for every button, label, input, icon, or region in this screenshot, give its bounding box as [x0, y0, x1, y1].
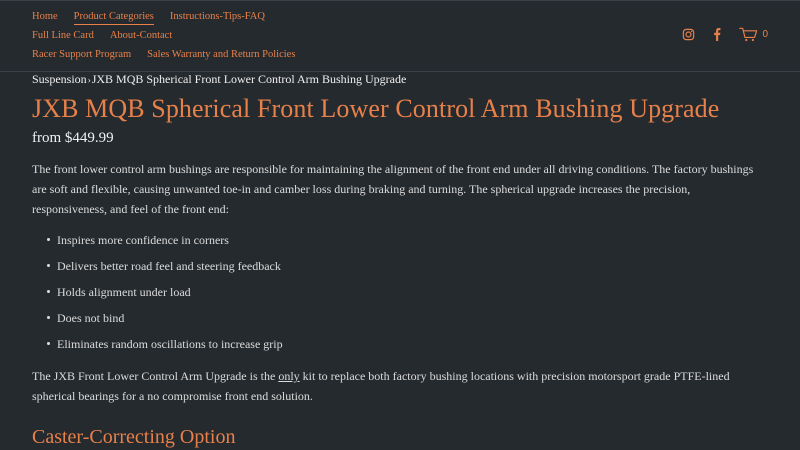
product-price: from $449.99 [32, 130, 114, 146]
nav-link-product-categories[interactable]: Product Categories [74, 11, 154, 25]
list-item: Inspires more confidence in corners [32, 230, 760, 256]
list-item: Eliminates random oscillations to increase grip [32, 334, 760, 360]
site-header [0, 0, 800, 72]
nav-link-home[interactable]: Home [32, 11, 58, 22]
facebook-icon[interactable] [713, 28, 721, 41]
breadcrumb-parent-link[interactable]: Suspension [32, 72, 87, 86]
social-and-cart [682, 27, 768, 42]
cart-count: 0 [762, 29, 768, 40]
product-description: The front lower control arm bushings are responsible for maintaining the alignment of the front end under all driving conditions. The factory bushings are soft and flexible, causing unwanted toe-in and camber loss during braking and turning. The spherical upgrade increases the precision, responsiveness, and feel of the front end: [32, 162, 754, 216]
instagram-icon[interactable] [682, 28, 695, 41]
nav-link-racer-support-program[interactable]: Racer Support Program [32, 49, 132, 60]
breadcrumb-separator: › [87, 74, 91, 85]
cart-icon [739, 27, 758, 42]
breadcrumb [32, 72, 406, 87]
paragraph-text-start: The JXB Front Lower Control Arm Upgrade is the [32, 369, 279, 383]
nav-link-full-line-card[interactable]: Full Line Card [32, 30, 94, 41]
breadcrumb-current: JXB MQB Spherical Front Lower Control Arm Bushing Upgrade [91, 72, 407, 86]
list-item: Does not bind [32, 308, 760, 334]
list-item: Holds alignment under load [32, 282, 760, 308]
nav-row-1 [32, 11, 265, 25]
emphasis-only: only [278, 369, 300, 383]
nav-row-2 [32, 30, 172, 41]
section-heading-caster-option: Caster-Correcting Option [32, 426, 236, 448]
list-item: Delivers better road feel and steering feedback [32, 256, 760, 282]
paragraph-text-end: kit to replace both factory bushing locations with precision motorsport grade PTFE-lined spherical bearings for a no compromise front end solution. [32, 369, 730, 403]
nav-link-sales-warranty-returns[interactable]: Sales Warranty and Return Policies [147, 49, 296, 60]
cart-button[interactable] [739, 27, 768, 42]
feature-list [32, 230, 760, 360]
nav-link-instructions-tips-faq[interactable]: Instructions-Tips-FAQ [169, 11, 265, 22]
nav-row-3 [32, 49, 295, 60]
nav-link-about-contact[interactable]: About-Contact [109, 30, 173, 41]
product-title: JXB MQB Spherical Front Lower Control Arm Bushing Upgrade [32, 94, 720, 123]
product-details-paragraph [32, 366, 760, 406]
